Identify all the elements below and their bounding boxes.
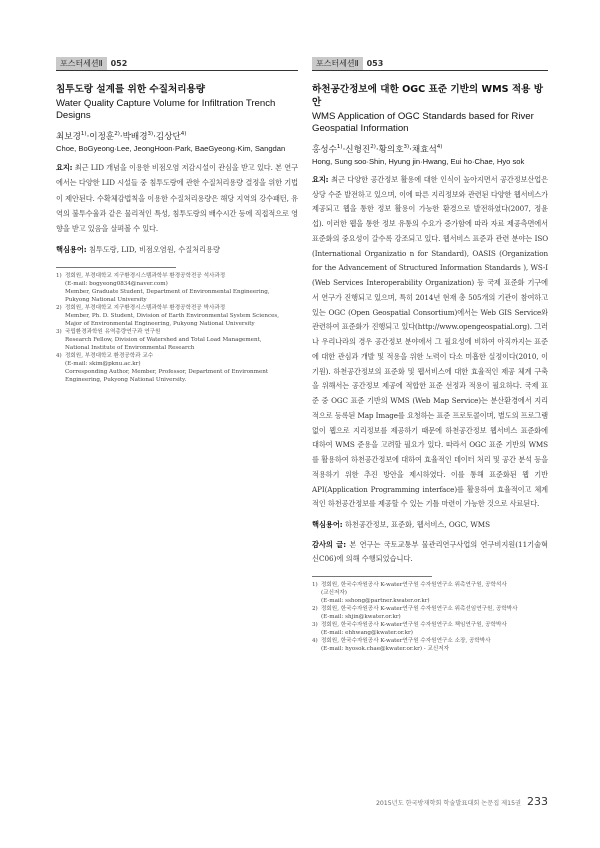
authors-english: Choe, BoGyeong·Lee, JeongHoon·Park, BaeGyeong·Kim, Sangdan [56,143,286,153]
abstract-text: 최근 LID 개념을 이용한 비점오염 저감시설이 관심을 받고 있다. 본 연구에서는 다양한 LID 시설들 중 침투도랑에 관한 수질처리용량 결정을 위한 기법이 제안된다. 수확체감법칙을 이용한 수질처리용량은 해당 지역의 강수패턴, 유역의 불투수율과 같은 물리적인 특성, 침투도랑의 배수시간 등에 직접적으로 영향을 받고 있음을 살펴볼 수 있다. [56,162,298,234]
session-label: 포스터세션Ⅱ [56,57,107,70]
footnote [312,621,548,637]
session-label: 포스터세션Ⅱ [312,57,363,70]
footnote-number: 3) [312,622,318,629]
footnote-number: 3) [56,328,62,335]
author-footnote-mark: 2) [370,144,376,150]
author-name: 황의호 [378,144,404,155]
footnote-line: Corresponding Author, Member, Professor, Department of Environment [65,368,269,375]
author-name: 이정훈 [89,131,115,142]
author-footnote-mark: 1) [336,144,343,150]
footnote [312,581,548,605]
page-footer [370,795,548,808]
footnote-divider [312,576,432,577]
author-name: 김상단 [155,131,181,142]
session-number: 052 [110,59,128,68]
keywords-text: 침투도랑, LID, 비점오염원, 수질처리용량 [86,244,220,254]
abstract [56,160,298,237]
footnote-line: 정회원, 부경대학교 지구환경시스템과학부 환경공학전공 박사과정 [65,304,226,311]
author-name: 최보경 [56,131,81,142]
abstract-label: 요지: [56,162,73,172]
footnote-line: Pukyong National University [65,296,147,303]
keywords-label: 핵심용어: [56,244,87,254]
footnote-line: Research Fellow, Division of Watershed and Total Load Management, [65,336,262,343]
authors-korean: 최보경$^{1)}$·이정훈$^{2)}$·박배경$^{3)}$·김상단$^{4)}$ [56,131,187,142]
keywords-label: 핵심용어: [312,520,343,530]
acknowledgment [312,538,548,566]
footnote [56,352,298,384]
session-header [56,57,298,71]
footnote-line: 국립환경과학원 유역총량연구과 연구원 [65,328,161,335]
footnote [312,605,548,621]
keywords [56,243,298,257]
abstract-label: 요지: [312,174,329,184]
footnote-line: National Institute of Environmental Research [65,344,195,351]
footnote-line: (E-mail: hyosok.chae@kwater.or.kr) - 교신저자 [321,646,450,653]
session-header [312,57,548,71]
footnote [56,328,298,352]
article-title-korean: 침투도랑 설계를 위한 수질처리용량 [56,84,206,95]
footnote-number: 2) [56,304,62,311]
authors-korean: 홍성수$^{1)}$·신형진$^{2)}$·황의호$^{3)}$·채효석$^{4)}$ [312,144,443,155]
author-footnote-mark: 3) [147,131,154,137]
footnote-line: (교신저자) [321,590,347,597]
article-title-english: Water Quality Capture Volume for Infiltration Trench Designs [56,98,276,121]
abstract-text: 최근 다양한 공간정보 활용에 대한 인식이 높아지면서 공간정보산업은 상당 수준 발전하고 있으며, 이에 따른 지리정보와 관련된 다양한 웹서비스가 제공되고 웹을 통한 정보 활용이 가능한 환경으로 발전하였다(2007, 정윤섭). 이러한 웹을 통한 정보 유통의 수요가 증가함에 따라 자료 제공측면에서 표준화의 중요성이 갈수록 강조되고 있다. 웹서비스 표준과 관련 분야는 ISO (International Organizatio n for Standard), OASIS (Organization for the Advancement of Structured Information Standards ), WS-I (Web Services Interoperability Organization) 등 국제 표준화 기구에서 연구가 진행되고 있으며, 특히 2014년 현재 총 505개의 기관이 참여하고 있는 OGC (Open Geospatial Consortium)에서는 Web GIS Service와 관련하여 표준화가 진행되고 있다(http://www.opengeospatial.org). 그러나 우리나라의 경우 공간정보 분야에서 그 필요성에 비하여 아직까지는 표준에 대한 관심과 개발 및 적용을 위한 노력이 다소 미흡한 실정이다(2010, 이기원). 하천공간정보의 표준화 및 웹서비스에 대한 효율적인 제공 체계 구축을 위해서는 공간정보 제공에 적합한 표준 선정과 적용이 필요하다. 국제 표준 중 OGC 표준 기반의 WMS (Web Map Service)는 분산환경에서 지리적으로 등록된 Map Image를 요청하는 표준 프로토콜이며, 별도의 프로그램 없이 웹으로 지리정보를 제공하기 때문에 하천공간정보 웹서비스 표준화에 대하여 WMS 준용을 고려할 필요가 있다. 따라서 OGC 표준 기반의 WMS를 활용하여 하천공간정보에 대하여 효율적인 데이터 처리 및 공간 분석 등을 적용하기 위한 추진 방안을 제시하였다. 이를 통해 표준화된 웹 기반 API(Application Programming interface)를 활용하여 효율적이고 체계적인 하천공간정보를 제공할 수 있는 기틀 마련이 가능한 것으로 사료된다. [312,174,548,509]
footnote-line: (E-mail: ehhwang@kwater.or.kr) [321,630,413,637]
proceedings-title: 2015년도 한국방재학회 학술발표대회 논문집 제15권 [375,800,521,807]
article-title-english: WMS Application of OGC Standards based for River Geospatial Information [312,111,534,134]
footnote [56,304,298,328]
author-name: 박배경 [122,131,148,142]
author-name: 채효석 [411,144,437,155]
author-footnote-mark: 4) [180,131,187,137]
session-number: 053 [366,59,384,68]
footnote-line: 정회원, 한국수자원공사 K-water연구원 수자원연구소 책임연구원, 공학박사 [321,622,507,629]
footnote [312,637,548,653]
keywords-text: 하천공간정보, 표준화, 웹서비스, OGC, WMS [342,520,491,530]
footnote-line: 정회원, 한국수자원공사 K-water연구원 수자원연구소 위촉선임연구원, 공학박사 [321,606,518,613]
footnote-line: Member, Graduate Student, Department of Environmental Engineering, [65,288,270,295]
footnote-line: (E-mail: shjin@kwater.or.kr) [321,614,401,621]
footnote-number: 4) [56,352,62,359]
footnote-number: 2) [312,606,318,613]
footnote-line: 정회원, 부경대학교 지구환경시스템과학부 환경공학전공 석사과정 [65,272,226,279]
author-footnote-mark: 3) [403,144,410,150]
footnote-line: 정회원, 부경대학교 환경공학과 교수 [65,352,154,359]
footnote-line: 정회원, 한국수자원공사 K-water연구원 수자원연구소 소장, 공학박사 [321,638,491,645]
author-name: 신형진 [345,144,371,155]
footnote-line: (E-mail: sshong@partner.kwater.or.kr) [321,598,430,605]
footnote-number: 4) [312,638,318,645]
footnote [56,272,298,304]
author-name: 홍성수 [312,144,337,155]
left-article [56,57,298,384]
footnote-divider [56,267,176,268]
author-footnote-mark: 2) [114,131,120,137]
footnote-line: (E-mail: skim@pknu.ac.kr) [65,360,141,367]
footnote-line: 정회원, 한국수자원공사 K-water연구원 수자원연구소 위촉연구원, 공학석사 [321,582,507,589]
footnote-number: 1) [312,582,318,589]
acknowledgment-label: 감사의 글: [312,540,347,550]
acknowledgment-text: 본 연구는 국토교통부 물관리연구사업의 연구비지원(11기술혁신C06)에 의해 수행되었습니다. [312,540,548,564]
keywords [312,518,548,532]
footnotes [56,272,298,384]
footnote-line: Member, Ph. D. Student, Division of Earth Environmental System Sciences, [65,312,280,319]
footnote-line: Major of Environmental Engineering, Pukyong National University [65,320,255,327]
author-footnote-mark: 1) [80,131,87,137]
right-article [312,57,548,653]
footnote-line: Engineering, Pukyong National University. [65,376,187,383]
authors-english: Hong, Sung soo·Shin, Hyung jin·Hwang, Eui ho·Chae, Hyo sok [312,156,525,166]
author-footnote-mark: 4) [436,144,443,150]
footnote-line: (E-mail: bogyeong0834@naver.com) [65,280,168,287]
abstract [312,173,548,512]
footnotes [312,581,548,653]
article-title-korean: 하천공간정보에 대한 OGC 표준 기반의 WMS 적용 방안 [312,84,544,108]
footnote-number: 1) [56,272,62,279]
page-number: 233 [527,795,548,808]
